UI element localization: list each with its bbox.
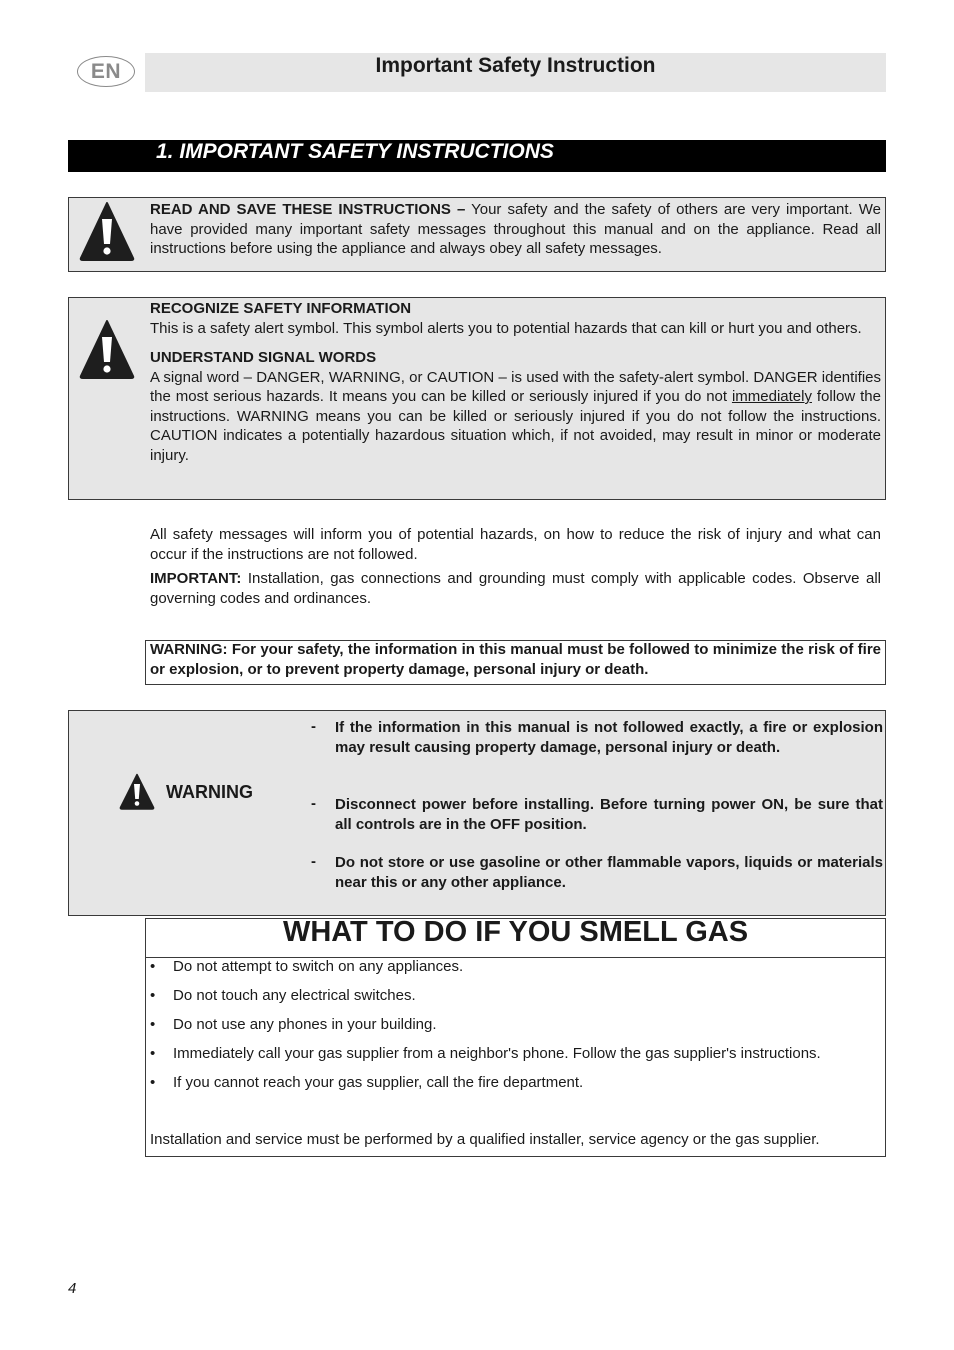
section-title: 1. IMPORTANT SAFETY INSTRUCTIONS: [156, 140, 554, 163]
safety-alert-icon: [79, 201, 135, 261]
bullet: •: [150, 1045, 156, 1062]
bullet: •: [150, 987, 156, 1004]
signal-words-heading: UNDERSTAND SIGNAL WORDS: [150, 349, 377, 366]
language-badge: EN: [77, 56, 135, 87]
read-save-body: Your safety and the safety of others are very important. We have provided many important safety messages throughout this manual and on the appliance. Read all instructions before using the appliance and always obey all safety messages.: [150, 201, 882, 257]
bullet: •: [150, 958, 156, 975]
list-dash: -: [311, 718, 316, 735]
warning-item: If the information in this manual is not followed exactly, a fire or explosion may result causing property damage, personal injury or death.: [335, 719, 883, 756]
gas-list-item: If you cannot reach your gas supplier, call the fire department.: [173, 1074, 584, 1091]
safety-messages-paragraph: All safety messages will inform you of potential hazards, on how to reduce the risk of injury and what can occur if the instructions are not followed.: [150, 526, 881, 563]
recognize-heading: RECOGNIZE SAFETY INFORMATION: [150, 300, 412, 317]
important-text: Installation, gas connections and grounding must comply with applicable codes. Observe all governing codes and ordinances.: [150, 570, 881, 607]
bullet: •: [150, 1016, 156, 1033]
list-dash: -: [311, 795, 316, 812]
signal-words-text-1: A signal word – DANGER, WARNING, or CAUTION – is used with the safety-alert symbol. DANGER identifies the most serious hazards. It means you can be killed or seriously injured if you do not: [150, 368, 881, 405]
signal-words-text-2: follow the instructions. WARNING means you can be killed or seriously injured if you do not follow the instructions. CAUTION indicates a potentially hazardous situation which, if not avoided, may result in minor or moderate injury.: [150, 388, 881, 464]
list-dash: -: [311, 853, 316, 870]
gas-list-item: Do not use any phones in your building.: [173, 1016, 437, 1033]
gas-list-item: Immediately call your gas supplier from a neighbor's phone. Follow the gas supplier's instructions.: [173, 1045, 821, 1062]
warning-triangle-icon: [119, 773, 155, 810]
page-title: [145, 53, 886, 79]
read-save-text: [150, 200, 881, 259]
bullet: •: [150, 1074, 156, 1091]
gas-list-item: Do not attempt to switch on any appliances.: [173, 958, 464, 975]
gas-list-item: Do not touch any electrical switches.: [173, 987, 416, 1004]
page-title-text: Important Safety Instruction: [375, 54, 656, 77]
warning-notice-text: WARNING: For your safety, the information in this manual must be followed to minimize the risk of fire or explosion, or to prevent property damage, personal injury or death.: [150, 641, 881, 678]
warning-item: Do not store or use gasoline or other flammable vapors, liquids or materials near this or any other appliance.: [335, 854, 883, 891]
smell-gas-box: [145, 918, 886, 1157]
immediately-underlined: immediately: [731, 388, 812, 405]
read-save-lead: READ AND SAVE THESE INSTRUCTIONS –: [150, 201, 466, 218]
important-label: IMPORTANT:: [150, 570, 242, 587]
warning-label: WARNING: [166, 782, 253, 802]
recognize-safety-section: [150, 299, 881, 465]
safety-alert-icon: [79, 319, 135, 379]
recognize-text: This is a safety alert symbol. This symbol alerts you to potential hazards that can kill or hurt you and others.: [150, 319, 862, 337]
signal-words-text: [150, 368, 881, 466]
important-paragraph: [150, 569, 881, 608]
page-number: 4: [68, 1280, 77, 1297]
installation-service-note: Installation and service must be performed by a qualified installer, service agency or the gas supplier.: [150, 1131, 820, 1148]
smell-gas-title: WHAT TO DO IF YOU SMELL GAS: [282, 916, 749, 948]
warning-item: Disconnect power before installing. Before turning power ON, be sure that all controls are in the OFF position.: [335, 796, 883, 833]
